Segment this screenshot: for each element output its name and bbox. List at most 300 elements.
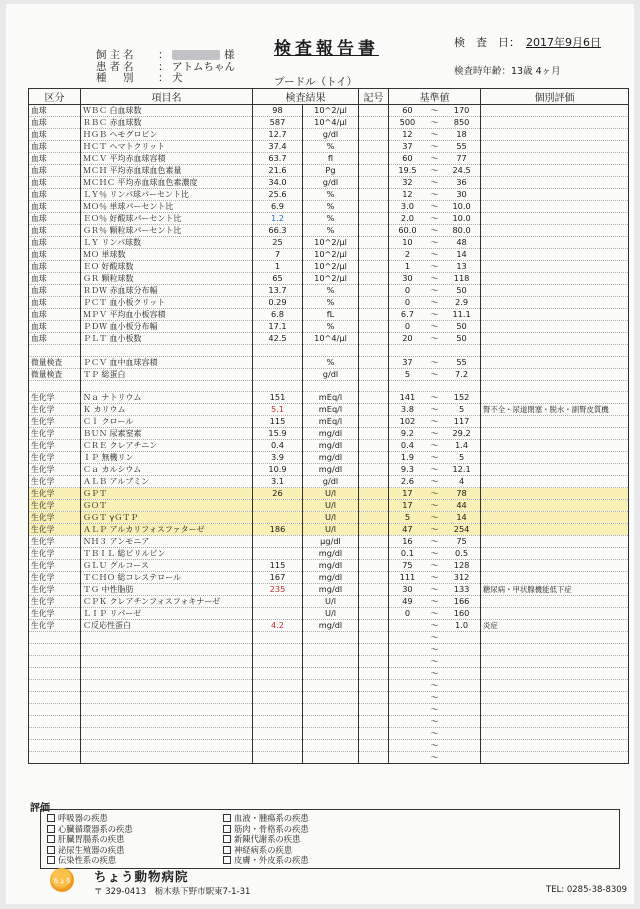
table-row [29, 620, 629, 632]
result-cell: 65 [253, 273, 303, 285]
item-cell: ＰＣＶ 血中血球容積 [81, 356, 253, 368]
age-label: 検査時年齢： [454, 66, 512, 77]
evaluation-item-label: 皮膚・外皮系の疾患 [234, 855, 309, 866]
reference-cell [389, 416, 481, 428]
evaluation-cell [481, 500, 629, 512]
evaluation-cell [481, 440, 629, 452]
reference-cell [389, 428, 481, 440]
reference-cell [389, 309, 481, 321]
unit-cell: g/dl [303, 177, 359, 189]
table-row [29, 297, 629, 309]
category-cell: 生化学 [29, 428, 81, 440]
reference-cell [389, 261, 481, 273]
reference-cell [389, 392, 481, 404]
table-row [29, 476, 629, 488]
table-row [29, 380, 629, 392]
item-cell: ＧＲ 顆粒球数 [81, 273, 253, 285]
category-cell: 生化学 [29, 596, 81, 608]
evaluation-checkbox-item[interactable] [47, 834, 223, 845]
category-cell: 生化学 [29, 584, 81, 596]
reference-tilde: ～ [430, 440, 439, 451]
result-cell: 21.6 [253, 165, 303, 177]
reference-tilde: ～ [430, 105, 439, 115]
result-cell [253, 500, 303, 512]
reference-tilde: ～ [430, 716, 439, 727]
unit-cell: mEq/l [303, 416, 359, 428]
evaluation-item-label: 肝臓胃腸系の疾患 [58, 834, 125, 845]
category-cell: 生化学 [29, 548, 81, 560]
table-row [29, 273, 629, 285]
reference-tilde: ～ [430, 141, 439, 151]
evaluation-cell: 腎不全・尿道閉塞・脱水・副腎皮質機 [481, 404, 629, 416]
evaluation-item-label: 呼吸器の疾患 [58, 813, 108, 824]
mark-cell [359, 153, 389, 165]
checkbox-icon[interactable] [223, 814, 231, 822]
category-cell: 生化学 [29, 608, 81, 620]
evaluation-cell [481, 416, 629, 428]
reference-high: 50 [456, 333, 467, 343]
evaluation-cell [481, 129, 629, 141]
unit-cell: 10^2/μl [303, 249, 359, 261]
reference-high: 77 [456, 153, 467, 163]
unit-cell: mg/dl [303, 428, 359, 440]
reference-cell [389, 524, 481, 536]
unit-cell: μg/dl [303, 536, 359, 548]
checkbox-icon[interactable] [47, 856, 55, 864]
table-row [29, 309, 629, 321]
checkbox-icon[interactable] [47, 825, 55, 833]
evaluation-cell [481, 105, 629, 117]
evaluation-cell [481, 285, 629, 297]
reference-high: 4 [458, 476, 465, 487]
table-row [29, 225, 629, 237]
table-row [29, 129, 629, 141]
mark-cell [359, 225, 389, 237]
reference-low: 0.4 [400, 440, 414, 451]
category-cell: 血球 [29, 273, 81, 285]
report-sheet [6, 4, 634, 904]
result-cell: 4.2 [253, 620, 303, 632]
mark-cell [359, 333, 389, 345]
reference-tilde: ～ [430, 333, 439, 343]
reference-high: 312 [453, 572, 470, 583]
table-row [29, 213, 629, 225]
checkbox-icon[interactable] [47, 835, 55, 843]
result-cell: 37.4 [253, 141, 303, 153]
result-cell: 26 [253, 488, 303, 500]
checkbox-icon[interactable] [47, 814, 55, 822]
result-cell: 42.5 [253, 333, 303, 345]
category-cell: 微量検査 [29, 368, 81, 380]
item-cell: ＰＤＷ 血小板分布幅 [81, 321, 253, 333]
reference-low: 0 [404, 321, 411, 331]
reference-tilde: ～ [430, 668, 439, 679]
evaluation-cell [481, 608, 629, 620]
evaluation-cell [481, 392, 629, 404]
reference-low: 32 [402, 177, 413, 187]
reference-cell [389, 512, 481, 524]
empty-row [29, 680, 629, 692]
reference-high: 10.0 [452, 213, 471, 223]
exam-date-value: 2017年9月6日 [526, 36, 601, 49]
item-cell: ＢＵＮ 尿素窒素 [81, 428, 253, 440]
mark-cell [359, 548, 389, 560]
item-cell: Ｃａ カルシウム [81, 464, 253, 476]
category-cell: 血球 [29, 213, 81, 225]
reference-high: 14 [456, 512, 467, 523]
col-mark: 記号 [359, 89, 389, 105]
reference-cell [389, 225, 481, 237]
checkbox-icon[interactable] [223, 835, 231, 843]
table-row [29, 512, 629, 524]
evaluation-cell [481, 380, 629, 392]
reference-cell [389, 333, 481, 345]
item-cell: Ｃ反応性蛋白 [81, 620, 253, 632]
table-row [29, 572, 629, 584]
reference-tilde: ～ [430, 512, 439, 523]
exam-age [454, 63, 561, 77]
reference-low: 37 [402, 141, 413, 151]
mark-cell [359, 129, 389, 141]
mark-cell [359, 620, 389, 632]
reference-cell [389, 297, 481, 309]
reference-high: 2.9 [455, 297, 469, 307]
owner-name-redacted [172, 50, 220, 60]
unit-cell: fL [303, 309, 359, 321]
category-cell: 血球 [29, 105, 81, 117]
reference-low: 10 [402, 237, 413, 247]
patient-info: 飼主名 ： 様 患者名 ： アトムちゃん 種 別 ： 犬 [96, 49, 235, 84]
mark-cell [359, 572, 389, 584]
result-cell: 115 [253, 560, 303, 572]
evaluation-cell [481, 141, 629, 153]
reference-low: 141 [399, 392, 416, 403]
reference-cell [389, 105, 481, 117]
evaluation-checkbox-item[interactable] [223, 845, 423, 856]
evaluation-checkbox-item[interactable] [223, 855, 423, 866]
category-cell: 血球 [29, 201, 81, 213]
hospital-tel: TEL: 0285-38-8309 [546, 885, 628, 895]
reference-low: 20 [402, 333, 413, 343]
item-cell: Ｎａ ナトリウム [81, 392, 253, 404]
col-evaluation: 個別評価 [481, 89, 629, 105]
reference-high: 152 [453, 392, 470, 403]
unit-cell: U/l [303, 500, 359, 512]
table-row [29, 345, 629, 357]
reference-tilde: ～ [430, 117, 439, 127]
owner-suffix: 様 [224, 49, 235, 61]
empty-row [29, 632, 629, 644]
reference-cell [389, 368, 481, 380]
reference-high: 55 [456, 141, 467, 151]
unit-cell: % [303, 189, 359, 201]
table-row [29, 356, 629, 368]
reference-low: 2 [404, 249, 411, 259]
result-cell: 186 [253, 524, 303, 536]
result-cell: 6.8 [253, 309, 303, 321]
unit-cell: U/l [303, 608, 359, 620]
category-cell: 血球 [29, 153, 81, 165]
evaluation-cell [481, 117, 629, 129]
reference-high: 29.2 [452, 428, 471, 439]
table-row [29, 404, 629, 416]
reference-high: 78 [456, 488, 467, 499]
unit-cell: mg/dl [303, 464, 359, 476]
evaluation-cell [481, 225, 629, 237]
reference-low: 19.5 [398, 165, 417, 175]
mark-cell [359, 428, 389, 440]
empty-row [29, 752, 629, 764]
checkbox-icon[interactable] [223, 856, 231, 864]
evaluation-cell [481, 273, 629, 285]
unit-cell: mEq/l [303, 404, 359, 416]
item-cell: ＬＩＰ リパーゼ [81, 608, 253, 620]
unit-cell: 10^4/μl [303, 117, 359, 129]
evaluation-cell [481, 464, 629, 476]
reference-low: 500 [399, 117, 416, 127]
reference-low: 5 [404, 512, 411, 523]
evaluation-label: 評価 [30, 803, 50, 814]
reference-low: 102 [399, 416, 416, 427]
reference-tilde: ～ [430, 416, 439, 427]
reference-cell [389, 237, 481, 249]
result-cell: 12.7 [253, 129, 303, 141]
reference-high: 55 [456, 356, 467, 367]
mark-cell [359, 380, 389, 392]
checkbox-icon[interactable] [223, 825, 231, 833]
evaluation-cell [481, 249, 629, 261]
table-row [29, 500, 629, 512]
result-cell: 1 [253, 261, 303, 273]
reference-cell [389, 608, 481, 620]
reference-high: 11.1 [452, 309, 471, 319]
evaluation-checkbox-item[interactable] [223, 813, 423, 824]
evaluation-cell [481, 524, 629, 536]
category-cell: 血球 [29, 333, 81, 345]
reference-tilde: ～ [430, 452, 439, 463]
item-cell: ＭＣＨ 平均赤血球血色素量 [81, 165, 253, 177]
mark-cell [359, 512, 389, 524]
reference-tilde: ～ [430, 692, 439, 703]
reference-low: 60 [402, 105, 413, 115]
category-cell: 血球 [29, 285, 81, 297]
unit-cell: 10^2/μl [303, 261, 359, 273]
table-row [29, 524, 629, 536]
reference-low: 0 [404, 297, 411, 307]
item-cell: ＴＢＩＬ 総ビリルビン [81, 548, 253, 560]
result-cell: 25.6 [253, 189, 303, 201]
item-cell: ＩＰ 無機リン [81, 452, 253, 464]
mark-cell [359, 249, 389, 261]
exam-date [454, 34, 601, 50]
evaluation-checkbox-item[interactable] [47, 855, 223, 866]
unit-cell: % [303, 213, 359, 225]
table-row [29, 285, 629, 297]
reference-high: 128 [453, 560, 470, 571]
reference-high: 117 [453, 416, 470, 427]
reference-tilde: ～ [430, 249, 439, 259]
reference-tilde: ～ [430, 548, 439, 559]
mark-cell [359, 321, 389, 333]
result-cell: 6.9 [253, 201, 303, 213]
result-cell: 10.9 [253, 464, 303, 476]
result-cell: 0.29 [253, 297, 303, 309]
result-cell: 167 [253, 572, 303, 584]
item-cell: ＭＣＨＣ 平均赤血球血色素濃度 [81, 177, 253, 189]
reference-tilde: ～ [430, 524, 439, 535]
category-cell: 血球 [29, 237, 81, 249]
reference-high: 75 [456, 536, 467, 547]
mark-cell [359, 560, 389, 572]
item-cell: ＴＧ 中性脂肪 [81, 584, 253, 596]
result-cell: 1.2 [253, 213, 303, 225]
category-cell: 生化学 [29, 464, 81, 476]
result-cell: 0.4 [253, 440, 303, 452]
unit-cell: mg/dl [303, 620, 359, 632]
unit-cell: 10^2/μl [303, 273, 359, 285]
unit-cell: Pg [303, 165, 359, 177]
unit-cell: 10^4/μl [303, 333, 359, 345]
reference-cell [389, 500, 481, 512]
result-cell: 151 [253, 392, 303, 404]
reference-cell [389, 536, 481, 548]
table-row [29, 237, 629, 249]
reference-tilde: ～ [430, 632, 439, 643]
table-row [29, 321, 629, 333]
category-cell: 生化学 [29, 572, 81, 584]
table-row [29, 536, 629, 548]
mark-cell [359, 356, 389, 368]
col-reference: 基準値 [389, 89, 481, 105]
item-cell: ＧＧＴ γＧＴＰ [81, 512, 253, 524]
table-row [29, 189, 629, 201]
reference-low: 1.9 [400, 452, 414, 463]
evaluation-cell [481, 536, 629, 548]
unit-cell: mg/dl [303, 440, 359, 452]
reference-high: 10.0 [452, 201, 471, 211]
result-cell: 3.1 [253, 476, 303, 488]
category-cell: 生化学 [29, 500, 81, 512]
item-cell: ＧＰＴ [81, 488, 253, 500]
age-value: 13歳 4ヶ月 [511, 66, 561, 77]
mark-cell [359, 141, 389, 153]
result-cell: 587 [253, 117, 303, 129]
reference-tilde: ～ [430, 201, 439, 211]
reference-low [391, 620, 424, 631]
evaluation-item-label: 泌尿生殖器の疾患 [58, 844, 125, 855]
mark-cell [359, 404, 389, 416]
category-cell: 生化学 [29, 476, 81, 488]
unit-cell: g/dl [303, 129, 359, 141]
category-cell: 生化学 [29, 452, 81, 464]
reference-cell [389, 620, 481, 632]
unit-cell: mg/dl [303, 584, 359, 596]
evaluation-checkbox-item[interactable] [47, 813, 223, 824]
checkbox-icon[interactable] [223, 846, 231, 854]
item-cell: ＭＯ 単球数 [81, 249, 253, 261]
item-cell: ＭＰＶ 平均血小板容積 [81, 309, 253, 321]
item-cell: ＧＬＵ グルコース [81, 560, 253, 572]
category-cell: 生化学 [29, 416, 81, 428]
reference-high: 0.5 [455, 548, 469, 559]
unit-cell: % [303, 297, 359, 309]
reference-tilde: ～ [430, 225, 439, 235]
evaluation-cell [481, 333, 629, 345]
empty-row [29, 704, 629, 716]
owner-label: 飼主名 [96, 49, 137, 61]
table-row [29, 141, 629, 153]
reference-tilde: ～ [430, 752, 439, 763]
reference-low: 30 [402, 273, 413, 283]
category-cell [29, 345, 81, 357]
reference-low: 3.0 [400, 201, 414, 211]
mark-cell [359, 416, 389, 428]
evaluation-item-label: 血液・腫瘍系の疾患 [234, 813, 309, 824]
item-cell: ＰＣＴ 血小板クリット [81, 297, 253, 309]
reference-cell [389, 141, 481, 153]
evaluation-checkbox-item[interactable] [223, 824, 423, 835]
evaluation-item-label: 新陳代謝系の疾患 [234, 834, 301, 845]
reference-low: 6.7 [400, 309, 414, 319]
reference-high: 1.0 [455, 620, 469, 631]
empty-row [29, 728, 629, 740]
evaluation-cell [481, 201, 629, 213]
exam-date-label: 検 査 日： [454, 36, 520, 49]
table-row [29, 165, 629, 177]
reference-high: 1.4 [455, 440, 469, 451]
reference-cell [389, 560, 481, 572]
report-title: 検査報告書 [274, 39, 379, 59]
reference-tilde: ～ [430, 680, 439, 691]
unit-cell: mg/dl [303, 572, 359, 584]
item-cell: ＲＢＣ 赤血球数 [81, 117, 253, 129]
patient-name: アトムちゃん [172, 60, 235, 73]
item-cell: ＥＯ％ 好酸球パーセント比 [81, 213, 253, 225]
reference-low: 75 [402, 560, 413, 571]
unit-cell: % [303, 321, 359, 333]
breed: プードル（トイ） [274, 76, 358, 88]
item-cell: ＴＣＨＯ 総コレステロール [81, 572, 253, 584]
reference-high: 48 [456, 237, 467, 247]
reference-low: 0 [404, 285, 411, 295]
table-row [29, 428, 629, 440]
item-cell: ＨＣＴ ヘマトクリット [81, 141, 253, 153]
evaluation-checkbox-item[interactable] [47, 824, 223, 835]
reference-high: 18 [456, 129, 467, 139]
checkbox-icon[interactable] [47, 846, 55, 854]
result-cell: 5.1 [253, 404, 303, 416]
mark-cell [359, 285, 389, 297]
reference-tilde: ～ [430, 596, 439, 607]
evaluation-checkbox-item[interactable] [223, 834, 423, 845]
col-category: 区分 [29, 89, 81, 105]
evaluation-cell [481, 368, 629, 380]
result-cell [253, 536, 303, 548]
reference-tilde: ～ [430, 428, 439, 439]
reference-tilde: ～ [430, 129, 439, 139]
evaluation-checkbox-item[interactable] [47, 845, 223, 856]
evaluation-checklist [40, 809, 620, 869]
reference-tilde: ～ [430, 177, 439, 187]
evaluation-cell [481, 309, 629, 321]
reference-tilde: ～ [430, 740, 439, 751]
reference-tilde: ～ [430, 368, 439, 379]
reference-high: 50 [456, 285, 467, 295]
result-cell [253, 548, 303, 560]
table-row [29, 440, 629, 452]
table-header [29, 89, 629, 105]
reference-low: 16 [402, 536, 413, 547]
